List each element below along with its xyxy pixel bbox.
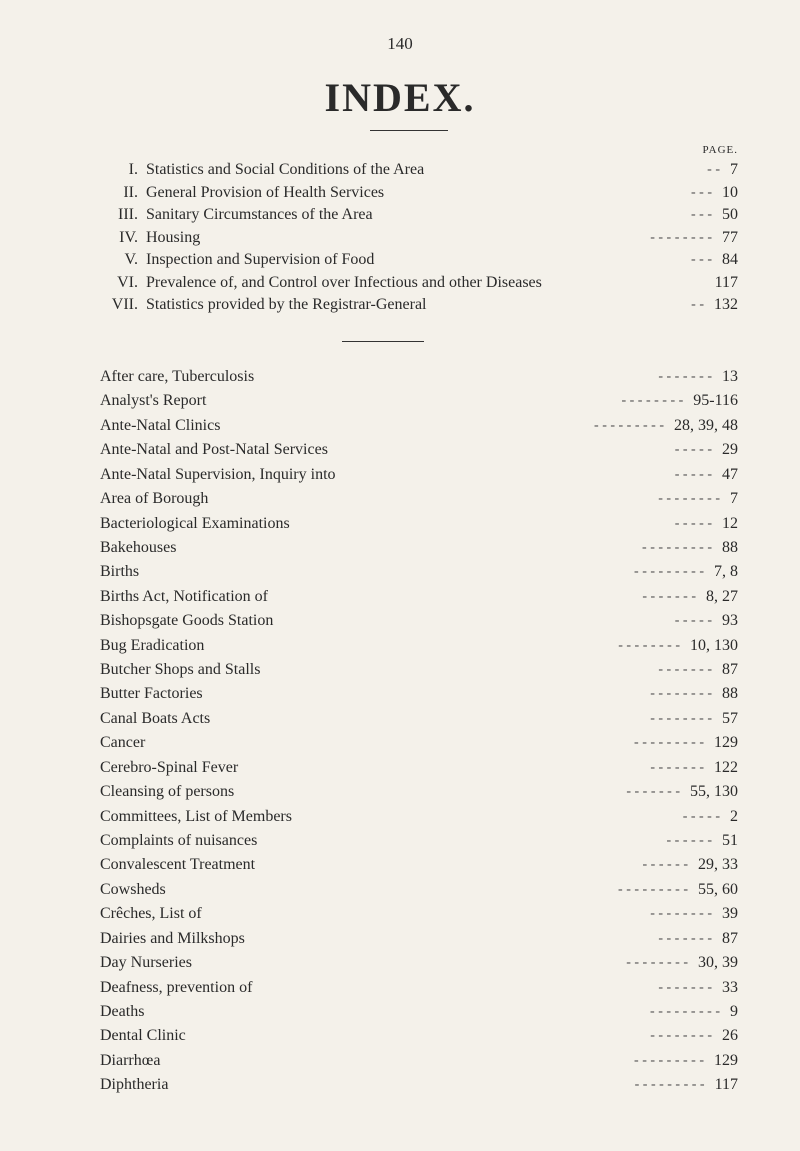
- dot-leader: - - -: [691, 252, 712, 267]
- index-entry-label: Analyst's Report: [100, 392, 207, 410]
- section-page-number: 77: [722, 228, 738, 246]
- index-entry-pages: 30, 39: [698, 954, 738, 972]
- index-entry: [100, 1027, 740, 1051]
- index-entry-pages: 2: [730, 807, 738, 825]
- index-entry-label: Cancer: [100, 734, 146, 752]
- index-entry-label: Cerebro-Spinal Fever: [100, 758, 239, 776]
- index-entry: [100, 930, 740, 954]
- dot-leader: - - - - - - -: [650, 759, 704, 775]
- index-entry-pages: 55, 60: [698, 880, 738, 898]
- index-entry-pages: 57: [722, 709, 738, 727]
- section-numeral: I.: [128, 161, 138, 178]
- index-entry-pages: 39: [722, 905, 738, 923]
- dot-leader: - - - - - - -: [658, 369, 712, 384]
- index-entry-label: Committees, List of Members: [100, 807, 292, 825]
- index-entry-label: Complaints of nuisances: [100, 832, 258, 850]
- index-entry: [100, 441, 740, 465]
- dot-leader: - - - - - - - -: [650, 906, 712, 922]
- index-entry: [100, 685, 740, 709]
- dot-leader: - - - - - - - -: [621, 393, 684, 409]
- index-entry-pages: 29, 33: [698, 856, 738, 874]
- index-entry: [100, 710, 740, 734]
- index-entry-pages: 117: [714, 1076, 738, 1094]
- dot-leader: - - - - - - - - -: [634, 735, 704, 751]
- index-entry-pages: 87: [722, 661, 738, 679]
- section-title: Sanitary Circumstances of the Area: [146, 206, 373, 223]
- index-entry: [100, 832, 740, 856]
- index-entry: [100, 417, 740, 441]
- index-entry-label: Area of Borough: [100, 490, 209, 508]
- index-entry-pages: 8, 27: [706, 587, 738, 605]
- index-entry: [100, 1052, 740, 1076]
- index-entry-label: Dental Clinic: [100, 1027, 186, 1045]
- dot-leader: - - - - - - -: [626, 784, 680, 800]
- index-entry-pages: 47: [722, 465, 738, 483]
- dot-leader: - - - - - - - - -: [650, 1003, 720, 1019]
- dot-leader: - - -: [691, 207, 712, 222]
- index-entry-list: [100, 368, 740, 1101]
- section-numeral: V.: [124, 251, 138, 268]
- dot-leader: - - - - - - - - -: [618, 881, 688, 897]
- section-row: [100, 274, 740, 297]
- index-entry: [100, 1003, 740, 1027]
- title-rule: [370, 130, 448, 131]
- index-entry-label: Bacteriological Examinations: [100, 514, 290, 532]
- index-entry: [100, 392, 740, 416]
- dot-leader: - - - - - - - - -: [594, 417, 664, 433]
- index-entry: [100, 808, 740, 832]
- index-entry-label: Bakehouses: [100, 538, 177, 556]
- page-column-heading: PAGE.: [702, 144, 738, 156]
- index-entry: [100, 661, 740, 685]
- index-entry: [100, 637, 740, 661]
- section-title: Inspection and Supervision of Food: [146, 251, 375, 268]
- section-divider-rule: [342, 341, 424, 342]
- index-entry: [100, 734, 740, 758]
- section-row: [100, 206, 740, 229]
- section-row: [100, 229, 740, 252]
- dot-leader: - - - - - - - -: [650, 1028, 712, 1044]
- section-row: [100, 184, 740, 207]
- page-number: 140: [387, 34, 413, 53]
- index-entry: [100, 759, 740, 783]
- section-row: [100, 161, 740, 184]
- index-entry: [100, 856, 740, 880]
- section-page-number: 7: [730, 161, 738, 178]
- index-entry-label: Cleansing of persons: [100, 783, 235, 801]
- index-entry: [100, 563, 740, 587]
- index-entry-pages: 28, 39, 48: [674, 416, 738, 434]
- dot-leader: - - - - - - - -: [650, 710, 712, 726]
- index-entry: [100, 1076, 740, 1100]
- index-entry-pages: 129: [714, 734, 738, 752]
- section-title: General Provision of Health Services: [146, 183, 385, 201]
- index-entry-label: Canal Boats Acts: [100, 709, 211, 727]
- dot-leader: - - - - - - -: [658, 979, 712, 995]
- section-page-number: 10: [722, 183, 738, 201]
- section-row: [100, 251, 740, 274]
- section-title: Prevalence of, and Control over Infectious and other Diseases: [146, 273, 542, 291]
- index-entry-label: Crêches, List of: [100, 905, 202, 923]
- dot-leader: - - - - - - - - -: [634, 1077, 705, 1093]
- dot-leader: - - - - - - -: [642, 588, 696, 604]
- dot-leader: - - -: [691, 184, 712, 200]
- index-entry: [100, 612, 740, 636]
- section-numeral: VII.: [111, 296, 138, 313]
- index-entry-pages: 7, 8: [714, 563, 738, 581]
- dot-leader: - - - - - -: [642, 857, 688, 873]
- index-entry: [100, 979, 740, 1003]
- index-entry-label: Births Act, Notification of: [100, 587, 268, 605]
- index-entry: [100, 954, 740, 978]
- index-entry-pages: 29: [722, 441, 738, 459]
- index-entry: [100, 490, 740, 514]
- section-row: [100, 296, 740, 319]
- section-page-number: 132: [714, 296, 738, 313]
- index-entry-label: Deaths: [100, 1002, 145, 1020]
- index-entry-pages: 55, 130: [690, 783, 738, 801]
- index-entry: [100, 368, 740, 392]
- index-entry: [100, 783, 740, 807]
- index-entry-pages: 13: [722, 368, 738, 385]
- dot-leader: - - - - -: [682, 808, 720, 824]
- section-title: Statistics provided by the Registrar-General: [146, 296, 427, 313]
- index-entry-label: Day Nurseries: [100, 954, 192, 972]
- dot-leader: - - - - - - - - -: [642, 539, 712, 555]
- dot-leader: - - - - -: [674, 466, 712, 482]
- index-entry-pages: 26: [722, 1027, 738, 1045]
- index-entry-label: Births: [100, 563, 140, 581]
- index-entry-pages: 88: [722, 538, 738, 556]
- index-entry-label: Diphtheria: [100, 1076, 169, 1094]
- index-entry: [100, 539, 740, 563]
- dot-leader: - - - - -: [674, 515, 712, 531]
- dot-leader: - - - - - - - -: [650, 229, 712, 245]
- dot-leader: - - - - -: [674, 613, 712, 629]
- index-entry-pages: 10, 130: [690, 636, 738, 654]
- section-numeral: VI.: [117, 273, 138, 291]
- index-entry-pages: 95-116: [693, 392, 738, 410]
- index-entry: [100, 588, 740, 612]
- index-entry-label: Ante-Natal and Post-Natal Services: [100, 441, 328, 459]
- index-entry-pages: 129: [714, 1051, 738, 1069]
- index-entry-label: Diarrhœa: [100, 1051, 161, 1069]
- index-entry-pages: 87: [722, 929, 738, 947]
- index-entry: [100, 515, 740, 539]
- index-entry-pages: 51: [722, 832, 738, 850]
- dot-leader: - - - - - - - -: [650, 686, 712, 702]
- section-numeral: II.: [123, 183, 138, 201]
- index-entry-label: After care, Tuberculosis: [100, 368, 255, 385]
- dot-leader: - -: [707, 162, 720, 177]
- dot-leader: - - - - - - - - -: [634, 1052, 704, 1068]
- index-entry-label: Butter Factories: [100, 685, 203, 703]
- section-title: Housing: [146, 228, 201, 246]
- index-entry-label: Dairies and Milkshops: [100, 929, 245, 947]
- section-list: [100, 161, 740, 319]
- dot-leader: - - - - - - - - -: [634, 564, 704, 580]
- index-entry-pages: 12: [722, 514, 738, 532]
- index-entry-label: Butcher Shops and Stalls: [100, 661, 261, 679]
- dot-leader: - - - - -: [674, 442, 712, 458]
- dot-leader: - - - - - -: [666, 833, 712, 849]
- index-entry-pages: 93: [722, 612, 738, 630]
- index-entry-label: Deafness, prevention of: [100, 978, 253, 996]
- section-numeral: IV.: [119, 228, 138, 246]
- dot-leader: - - - - - - -: [658, 930, 712, 946]
- dot-leader: - - - - - - - -: [618, 637, 680, 653]
- index-entry-pages: 88: [722, 685, 738, 703]
- index-entry-label: Bishopsgate Goods Station: [100, 612, 274, 630]
- section-page-number: 50: [722, 206, 738, 223]
- section-page-number: 117: [714, 273, 738, 291]
- index-entry-pages: 122: [714, 758, 738, 776]
- index-entry-pages: 33: [722, 978, 738, 996]
- dot-leader: - - - - - - - -: [626, 955, 688, 971]
- section-title: Statistics and Social Conditions of the Area: [146, 161, 425, 178]
- index-entry-pages: 9: [730, 1002, 738, 1020]
- index-entry-label: Bug Eradication: [100, 636, 205, 654]
- section-page-number: 84: [722, 251, 738, 268]
- index-entry: [100, 881, 740, 905]
- dot-leader: - -: [691, 297, 704, 312]
- index-entry: [100, 905, 740, 929]
- section-numeral: III.: [118, 206, 138, 223]
- dot-leader: - - - - - - -: [658, 662, 712, 678]
- dot-leader: - - - - - - - -: [658, 491, 720, 507]
- index-entry-label: Cowsheds: [100, 880, 166, 898]
- index-entry-label: Ante-Natal Clinics: [100, 416, 221, 434]
- index-entry-label: Ante-Natal Supervision, Inquiry into: [100, 465, 336, 483]
- index-entry: [100, 466, 740, 490]
- index-entry-pages: 7: [730, 490, 738, 508]
- index-entry-label: Convalescent Treatment: [100, 856, 256, 874]
- page-title: INDEX.: [324, 75, 476, 120]
